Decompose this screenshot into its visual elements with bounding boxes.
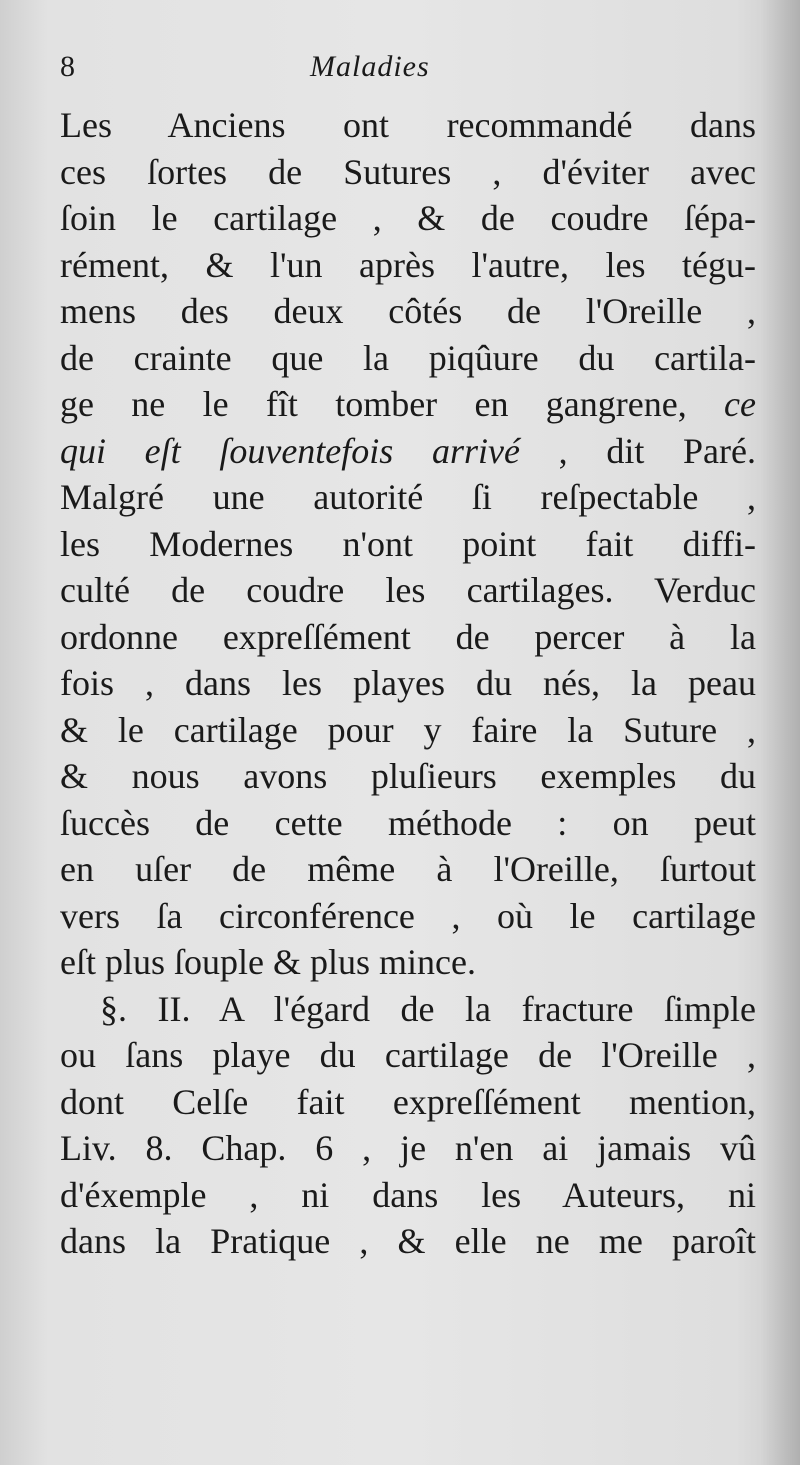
text-line: & nous avons pluſieurs exemples du [60, 756, 756, 796]
text-line: en uſer de même à l'Oreille, ſurtout [60, 849, 756, 889]
text-line: rément, & l'un après l'autre, les tégu- [60, 244, 756, 285]
text-line: fois , dans les playes du nés, la peau [60, 663, 756, 703]
text-line: dont Celſe fait expreſſément mention, [60, 1081, 756, 1122]
text-line-italic-quote: qui eſt ſouventefois arrivé , dit Paré. [60, 430, 756, 471]
text-line: les Modernes n'ont point fait diffi- [60, 523, 756, 564]
text-line: culté de coudre les cartilages. Verduc [60, 570, 756, 610]
text-line: ſoin le cartilage , & de coudre ſépa- [60, 198, 756, 238]
text-line: Liv. 8. Chap. 6 , je n'en ai jamais vû [60, 1128, 756, 1168]
text-line: dans la Pratique , & elle ne me paroît [60, 1221, 756, 1261]
text-line: Malgré une autorité ſi reſpectable , [60, 477, 756, 517]
text-line: ſuccès de cette méthode : on peut [60, 802, 756, 843]
text-line: de crainte que la piqûure du cartila- [60, 337, 756, 378]
text-line: ces ſortes de Sutures , d'éviter avec [60, 151, 756, 192]
text-line: mens des deux côtés de l'Oreille , [60, 291, 756, 331]
text-line: ordonne expreſſément de percer à la [60, 616, 756, 657]
text-line: d'éxemple , ni dans les Auteurs, ni [60, 1174, 756, 1215]
page-header [60, 50, 760, 100]
running-title: Maladies [310, 50, 430, 83]
section-heading-line: §. II. A l'égard de la fracture ſimple [100, 988, 756, 1029]
text-line: vers ſa circonférence , où le cartilage [60, 895, 756, 936]
page-edge-shadow [760, 0, 800, 1465]
body-text [60, 102, 756, 1265]
text-line: & le cartilage pour y faire la Suture , [60, 709, 756, 750]
page-number: 8 [60, 50, 75, 83]
text-line: ou ſans playe du cartilage de l'Oreille , [60, 1035, 756, 1075]
text-line: eſt plus ſouple & plus mince. [60, 942, 476, 982]
text-line: ge ne le fît tomber en gangrene, ce [60, 384, 756, 424]
text-line: Les Anciens ont recommandé dans [60, 105, 756, 145]
